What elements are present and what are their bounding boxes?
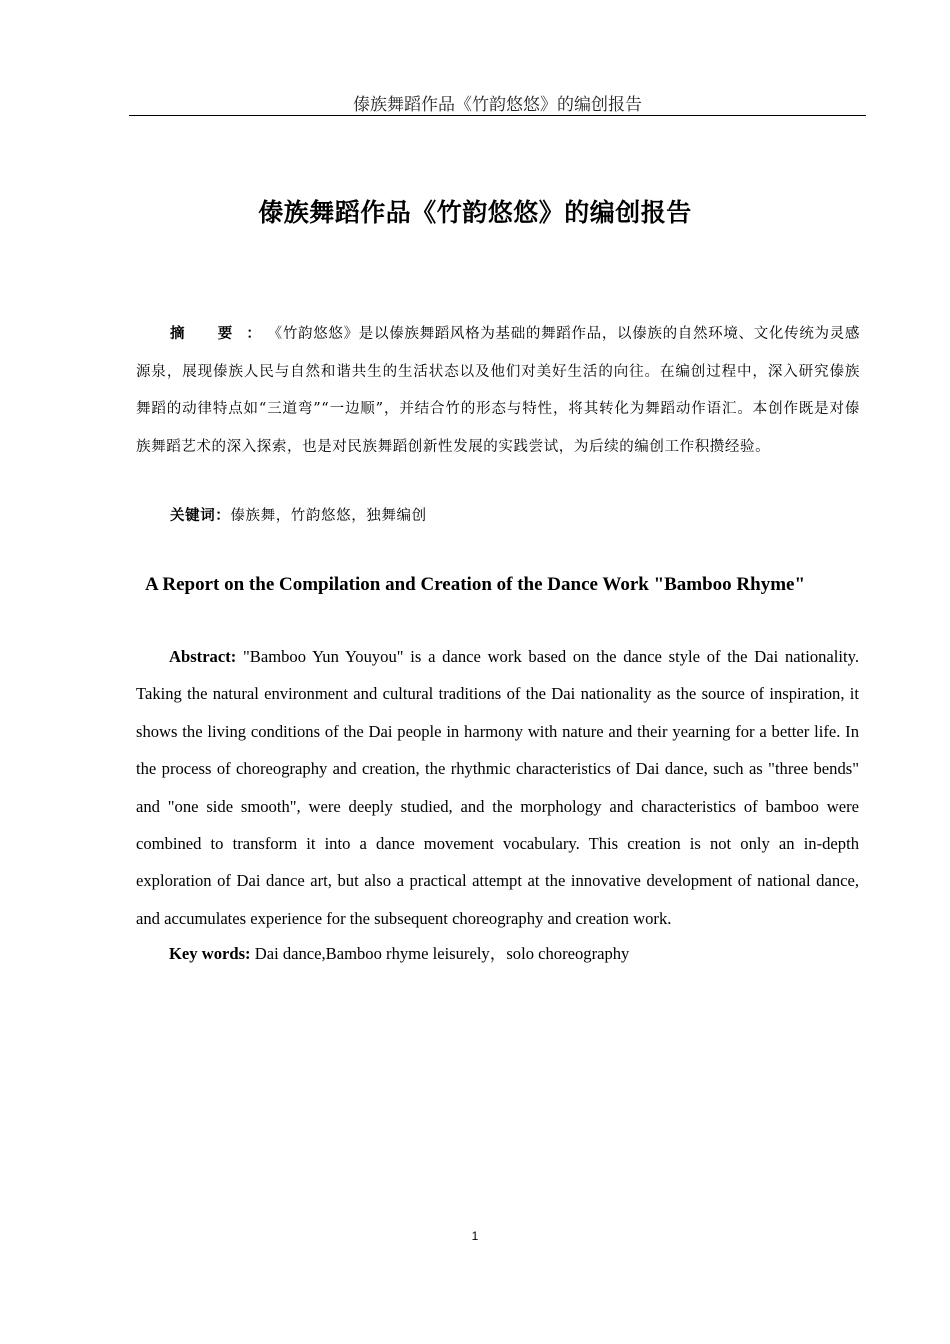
page-number: 1: [471, 1229, 479, 1243]
keywords-chinese-label: 关键词：: [170, 508, 231, 524]
header-divider: [129, 115, 866, 116]
abstract-english: [136, 638, 859, 937]
keywords-english-text: Dai dance,Bamboo rhyme leisurely，solo choreography: [250, 944, 630, 963]
keywords-english-label: Key words:: [169, 944, 251, 963]
keywords-chinese-text: 傣族舞，竹韵悠悠，独舞编创: [230, 508, 427, 524]
keywords-chinese: [136, 498, 860, 534]
abstract-chinese: [136, 316, 860, 466]
abstract-english-text: "Bamboo Yun Youyou" is a dance work based on the dance style of the Dai nationality. Taking the natural environment and cultural traditions of the Dai nationality as the source of inspiration, it shows the living conditions of the Dai people in harmony with nature and their yearning for a better life. In the process of choreography and creation, the rhythmic characteristics of Dai dance, such as "three bends" and "one side smooth", were deeply studied, and the morphology and characteristics of bamboo were combined to transform it into a dance movement vocabulary. This creation is not only an in-depth exploration of Dai dance art, but also a practical attempt at the innovative development of national dance, and accumulates experience for the subsequent choreography and creation work.: [136, 647, 859, 928]
paper-title-english: A Report on the Compilation and Creation of the Dance Work "Bamboo Rhyme": [144, 574, 806, 595]
paper-title-chinese: 傣族舞蹈作品《竹韵悠悠》的编创报告: [258, 198, 692, 227]
running-header: 傣族舞蹈作品《竹韵悠悠》的编创报告: [353, 95, 642, 115]
abstract-chinese-text: 《竹韵悠悠》是以傣族舞蹈风格为基础的舞蹈作品，以傣族的自然环境、文化传统为灵感源泉，展现傣族人民与自然和谐共生的生活状态以及他们对美好生活的向往。在编创过程中，深入研究傣族舞蹈的动律特点如“三道弯”“一边顺”，并结合竹的形态与特性，将其转化为舞蹈动作语汇。本创作既是对傣族舞蹈艺术的深入探索，也是对民族舞蹈创新性发展的实践尝试，为后续的编创工作积攒经验。: [136, 326, 860, 455]
abstract-english-label: Abstract:: [169, 647, 237, 666]
keywords-english: [136, 935, 859, 972]
abstract-chinese-label: 摘 要：: [170, 326, 275, 342]
